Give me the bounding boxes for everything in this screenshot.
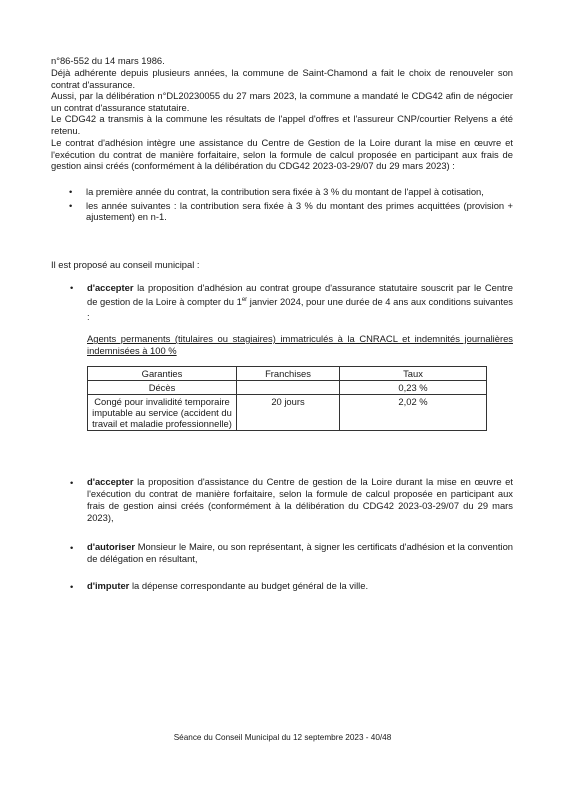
proposal-verb: d'accepter [87,282,134,293]
table-cell: 2,02 % [340,395,487,431]
list-item [51,200,513,223]
bullet-icon: • [70,282,74,293]
proposal-item-3 [51,541,513,565]
bullet-icon: • [70,581,74,592]
table-cell [237,381,340,395]
bullet-icon: • [69,186,73,197]
list-item [51,186,513,198]
proposal-text: la proposition d'adhésion au contrat groupe d'assurance statutaire souscrit par le Centre de gestion de la Loire à compter du 1 [87,282,513,308]
table-cell: 0,23 % [340,381,487,395]
bullet-icon: • [70,477,74,488]
proposal-text: janvier 2024, pour une durée de 4 ans aux conditions suivantes : [87,296,513,322]
table-row [88,395,487,431]
bullet-text: les année suivantes : la contribution sera fixée à 3 % du montant des primes acquittées (provision + ajustement) en n-1. [86,199,513,223]
proposal-item-4 [51,580,513,592]
intro-paragraph-4: Le CDG42 a transmis à la commune les résultats de l'appel d'offres et l'assureur CNP/courtier Relyens a été retenu. [51,113,513,136]
table-caption-text: Agents permanents (titulaires ou stagiaires) immatriculés à la CNRACL et indemnités journalières indemnisées à 100 % [87,333,513,357]
intro-paragraph-2: Déjà adhérente depuis plusieurs années, la commune de Saint-Chamond a fait le choix de renouveler son contrat d'assurance. [51,67,513,90]
proposal-verb: d'autoriser [87,541,136,552]
table-cell: Congé pour invalidité temporaire imputable au service (accident du travail et maladie professionnelle) [88,395,237,431]
intro-line-1: n°86-552 du 14 mars 1986. [51,55,165,66]
table-header-cell: Franchises [237,367,340,381]
table-header-row [88,367,487,381]
proposal-text: Monsieur le Maire, ou son représentant, à signer les certificats d'adhésion et la convention de délégation en résultant, [87,541,513,564]
proposal-item-2 [51,476,513,524]
intro-paragraph-5: Le contrat d'adhésion intègre une assistance du Centre de Gestion de la Loire durant la mise en œuvre et l'exécution du contrat de manière forfaitaire, selon la formule de calcul proposée en participant aux frais de gestion ainsi créés (conformément à la délibération du CDG42 2023-03-29/07 du 29 mars 2023) : [51,137,513,172]
intro-paragraph-3: Aussi, par la délibération n°DL20230055 du 27 mars 2023, la commune a mandaté le CDG42 afin de négocier un contrat d'assurance statutaire. [51,90,513,113]
table-cell: 20 jours [237,395,340,431]
proposal-text: la proposition d'assistance du Centre de gestion de la Loire durant la mise en œuvre et l'exécution du contrat de manière forfaitaire, selon la formule de calcul proposée en participant aux frais de gestion ainsi créés (conformément à la délibération du CDG42 2023-03-29/07 du 29 mars 2023), [87,476,513,523]
table-caption [87,333,513,358]
table-cell: Décès [88,381,237,395]
proposal-intro: Il est proposé au conseil municipal : [51,259,200,270]
bullet-icon: • [69,199,73,211]
table-header-cell: Garanties [88,367,237,381]
proposal-text: la dépense correspondante au budget général de la ville. [129,580,369,591]
superscript: er [241,297,248,304]
bullet-text: la première année du contrat, la contribution sera fixée à 3 % du montant de l'appel à cotisation, [86,186,484,197]
page-footer: Séance du Conseil Municipal du 12 septembre 2023 - 40/48 [173,733,392,742]
proposal-verb: d'accepter [87,476,134,487]
proposal-verb: d'imputer [87,580,130,591]
guarantees-table [87,366,487,431]
table-header-cell: Taux [340,367,487,381]
bullet-icon: • [70,542,74,553]
table-row [88,381,487,395]
contribution-bullet-list [51,186,513,225]
proposal-item-1 [51,281,513,324]
